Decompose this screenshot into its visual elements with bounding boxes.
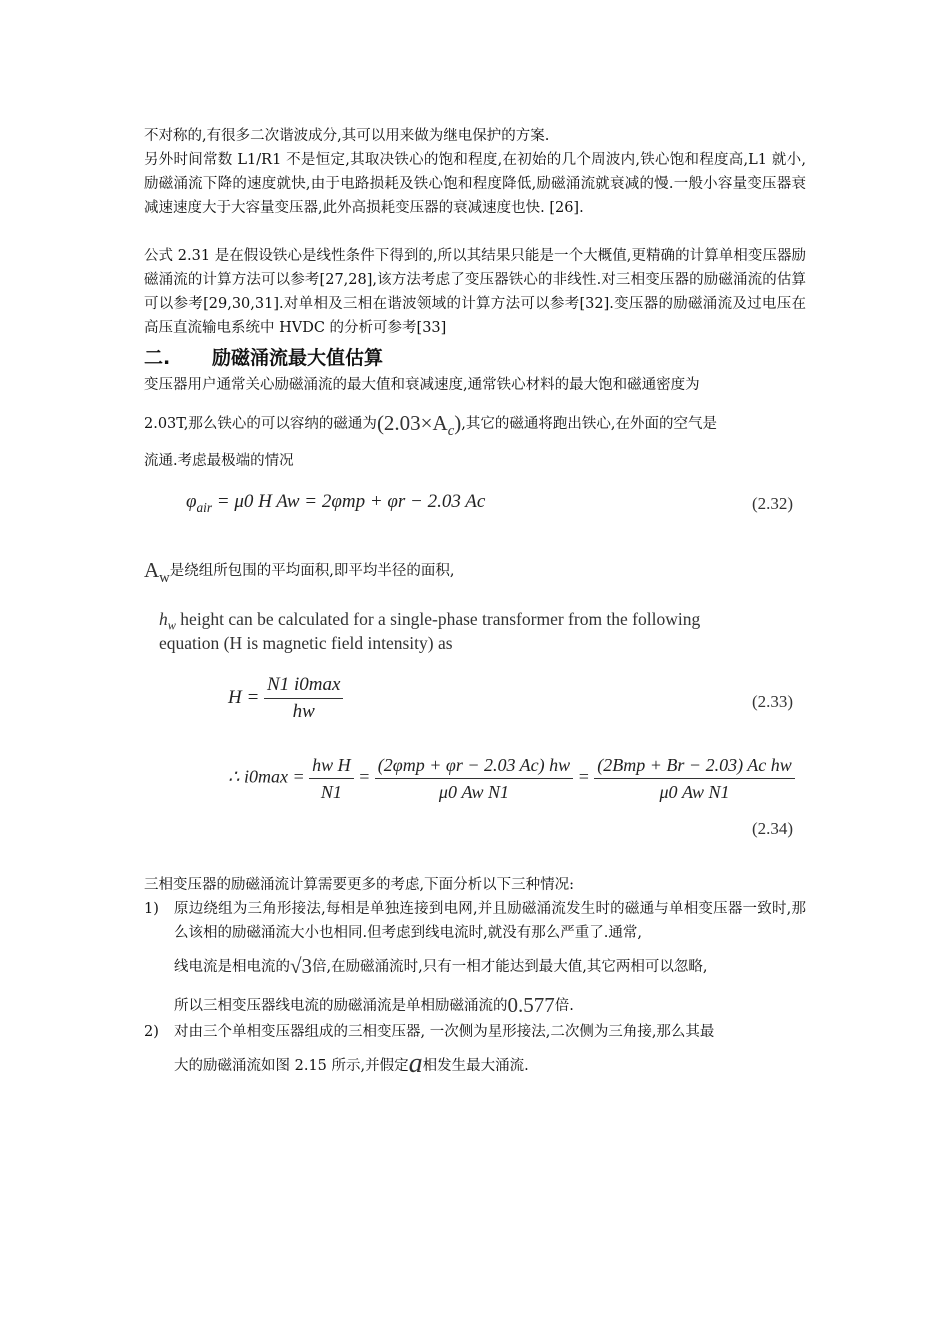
list-item-2-line-1: 对由三个单相变压器组成的三相变压器, 一次侧为星形接法,二次侧为三角接,那么其最 <box>174 1024 715 1040</box>
eq234-f1-numerator: hw H <box>309 752 354 779</box>
list-item-1-line-3-pre: 所以三相变压器线电流的励磁涌流是单相励磁涌流的 <box>174 998 508 1014</box>
list-item-1-line-2 <box>174 951 806 982</box>
equation-number-2-34: (2.34) <box>752 819 794 838</box>
eq234-f2-denominator: μ0 Aw N1 <box>438 782 509 802</box>
english-line-1-text: height can be calculated for a single-phase transformer from the following <box>180 609 701 629</box>
intro-line-3: 流通.考虑最极端的情况 <box>144 453 294 469</box>
eq234-equals-1: = <box>358 766 371 787</box>
list-item-1 <box>144 897 806 1027</box>
hw-symbol: h <box>159 609 168 629</box>
phase-a-symbol: a <box>408 1048 423 1079</box>
eq233-lhs: H = <box>228 686 260 708</box>
equation-number-2-33: (2.33) <box>752 692 794 711</box>
list-item-1-line-3 <box>174 990 806 1021</box>
list-item-2 <box>144 1020 806 1090</box>
equation-2-32 <box>186 491 485 516</box>
eq234-f3-numerator: (2Bmp + Br − 2.03) Ac hw <box>594 752 794 779</box>
sqrt3-formula: √3 <box>290 954 313 978</box>
equation-2-34 <box>228 752 795 805</box>
flux-formula-close: ) <box>454 411 462 435</box>
aw-symbol <box>144 558 170 587</box>
eq233-denominator: hw <box>292 701 315 722</box>
eq234-f2-numerator: (2φmp + φr − 2.03 Ac) hw <box>375 752 573 779</box>
list-item-1-line-3-post: 倍. <box>554 998 574 1014</box>
list-item-2-line-2-post: 相发生最大涌流. <box>422 1058 529 1074</box>
list-marker-2: 2) <box>144 1024 159 1040</box>
equation-2-33 <box>228 672 343 725</box>
paragraph-2: 另外时间常数 L1/R1 不是恒定,其取决铁心的饱和程度,在初始的几个周波内,铁心饱和程度高,L1 就小,励磁涌流下降的速度就快,由于电路损耗及铁心饱和程度降低,励磁涌流就衰减的慢.一般小容量变压器衰减速速度大于大容量变压器,此外高损耗变压器的衰减速度也快. [26]. <box>144 152 806 216</box>
intro-line-1: 变压器用户通常关心励磁涌流的最大值和衰减速度,通常铁心材料的最大饱和磁通密度为 <box>144 377 700 393</box>
list-item-1-text <box>174 897 806 1021</box>
eq234-fraction-1 <box>309 752 354 805</box>
list-marker-1: 1) <box>144 901 159 917</box>
aw-symbol-sub: w <box>159 570 170 587</box>
english-line-2: equation (H is magnetic field intensity) as <box>159 633 453 653</box>
flux-formula-sub: c <box>447 423 455 440</box>
three-phase-intro: 三相变压器的励磁涌流计算需要更多的考虑,下面分析以下三种情况: <box>144 877 574 893</box>
eq234-f3-denominator: μ0 Aw N1 <box>659 782 730 802</box>
eq233-fraction <box>264 672 343 725</box>
paragraph-1: 不对称的,有很多二次谐波成分,其可以用来做为继电保护的方案. <box>144 128 550 144</box>
aw-note-text: 是绕组所包围的平均面积,即平均半径的面积, <box>169 563 455 579</box>
eq234-fraction-2 <box>375 752 573 805</box>
hw-symbol-sub: w <box>167 618 176 633</box>
eq234-f1-denominator: N1 <box>320 782 342 802</box>
ratio-0577: 0.577 <box>507 993 555 1017</box>
list-item-1-line-2-post: 倍,在励磁涌流时,只有一相才能达到最大值,其它两相可以忽略, <box>312 959 708 975</box>
intro-line-2-post: ,其它的磁通将跑出铁心,在外面的空气是 <box>461 416 717 432</box>
eq233-numerator: N1 i0max <box>264 672 343 699</box>
list-item-2-text <box>174 1020 806 1082</box>
equation-number-2-32: (2.32) <box>752 494 794 513</box>
intro-line-2-pre: 2.03T,那么铁心的可以容纳的磁通为 <box>144 416 377 432</box>
eq232-lhs-sub: air <box>196 499 213 515</box>
section-heading <box>144 343 383 370</box>
list-item-2-line-2-pre: 大的励磁涌流如图 2.15 所示,并假定 <box>174 1058 409 1074</box>
eq232-lhs: φ <box>186 491 197 512</box>
eq234-fraction-3 <box>594 752 794 805</box>
paragraph-3: 公式 2.31 是在假设铁心是线性条件下得到的,所以其结果只能是一个大概值,更精确的计算单相变压器励磁涌流的计算方法可以参考[27,28],该方法考虑了变压器铁心的非线性.对三相变压器的励磁涌流的估算可以参考[29,30,31].对单相及三相在谐波领域的计算方法可以参考[32].变压器的励磁涌流及过电压在高压直流输电系统中 HVDC 的分析可参考[33] <box>144 248 806 336</box>
list-item-2-line-2 <box>174 1048 806 1082</box>
eq234-equals-2: = <box>577 766 590 787</box>
section-title: 励磁涌流最大值估算 <box>212 347 384 369</box>
section-number: 二. <box>144 347 171 369</box>
list-item-1-line-1: 原边绕组为三角形接法,每相是单独连接到电网,并且励磁涌流发生时的磁通与单相变压器一致时,那么该相的励磁涌流大小也相同.但考虑到线电流时,就没有那么严重了.通常, <box>174 901 806 941</box>
intro-line-2 <box>144 408 806 446</box>
eq234-prefix: ∴ i0max = <box>228 766 305 787</box>
aw-symbol-main: A <box>144 558 160 582</box>
list-item-1-line-2-pre: 线电流是相电流的 <box>174 959 290 975</box>
eq232-rhs: = μ0 H Aw = 2φmp + φr − 2.03 Ac <box>212 491 486 512</box>
aw-note <box>144 556 806 592</box>
flux-formula-main: (2.03×A <box>376 411 448 435</box>
flux-capacity-formula <box>376 411 462 440</box>
